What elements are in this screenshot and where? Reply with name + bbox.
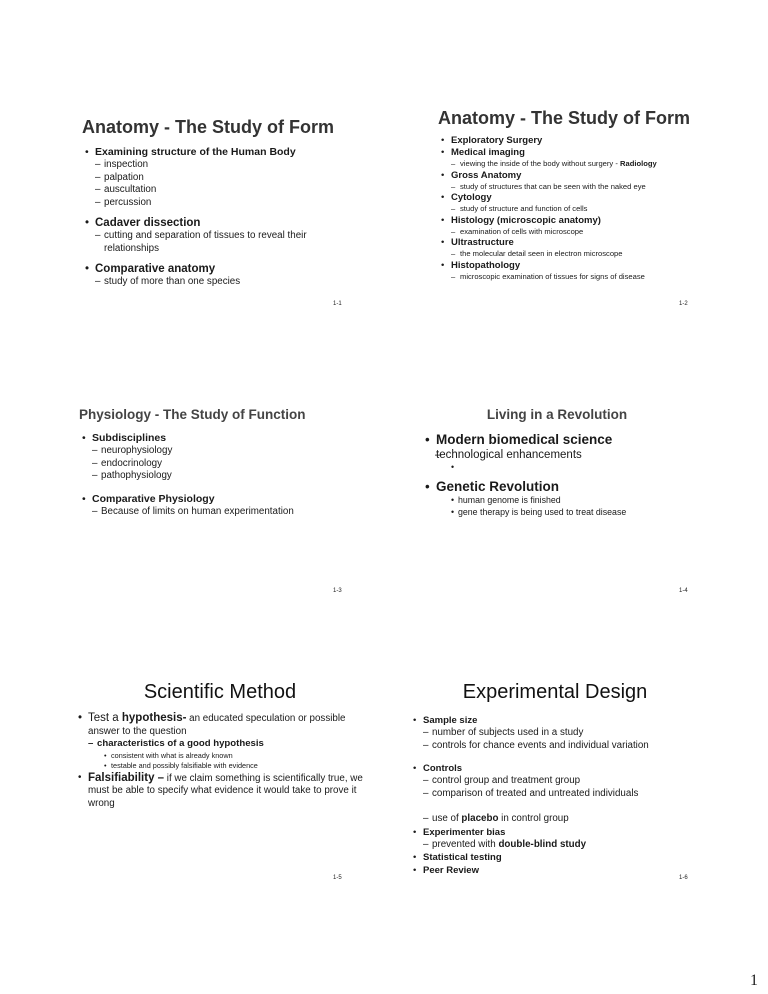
bullet-modern-biomedical-science: • Modern biomedical science (422, 432, 692, 448)
bullet-cytology: • Cytology (438, 192, 698, 204)
slide-page-number: 1-4 (679, 588, 688, 594)
bullet-falsifiability: • Falsifiability – if we claim something is scientifically true, we must be able to specify what evidence it would take to prove it wrong (75, 772, 368, 811)
slide-page-number: 1-2 (679, 301, 688, 307)
sub-bullet: – technological enhancements (422, 448, 692, 462)
slide-title: Anatomy - The Study of Form (438, 108, 690, 128)
slide-title: Living in a Revolution (486, 407, 628, 422)
sub-bullet: – percussion (82, 197, 382, 210)
slide-page-number: 1-5 (333, 875, 342, 881)
bullet-cadaver-dissection: • Cadaver dissection (82, 217, 382, 230)
slide-4 (422, 407, 692, 518)
slide-5 (75, 681, 365, 810)
sub-bullet: – auscultation (82, 184, 382, 197)
bullet-experimenter-bias: • Experimenter bias (410, 826, 710, 839)
sub-bullet: – study of more than one species (82, 276, 382, 289)
sub-bullet: – study of structure and function of cells (438, 204, 698, 215)
sub-bullet: – use of placebo in control group (410, 813, 710, 826)
sub-bullet: – endocrinology (79, 458, 379, 471)
sub-bullet: – number of subjects used in a study (410, 727, 710, 740)
sub-bullet: – pathophysiology (79, 470, 379, 483)
bullet-subdisciplines: • Subdisciplines (79, 432, 379, 445)
bullet-sample-size: • Sample size (410, 714, 710, 727)
slide-title: Experimental Design (462, 681, 648, 703)
slide-page-number: 1-3 (333, 588, 342, 594)
sub-bullet: – characteristics of a good hypothesis (75, 738, 365, 751)
slide-title: Scientific Method (143, 681, 297, 703)
slide-page-number: 1-1 (333, 301, 342, 307)
bullet-examining-structure: • Examining structure of the Human Body (82, 146, 382, 159)
slide-3 (79, 407, 379, 518)
sub-sub-bullet: • consistent with what is already known (75, 751, 365, 762)
bullet-test-hypothesis: • Test a hypothesis- an educated speculation or possible answer to the question (75, 712, 368, 738)
slide-2 (438, 108, 698, 282)
sub-bullet: – inspection (82, 159, 382, 172)
slide-title: Anatomy - The Study of Form (82, 117, 334, 137)
slide-6 (410, 681, 710, 877)
sub-bullet: – control group and treatment group (410, 775, 710, 788)
slide-1 (82, 117, 382, 289)
bullet-medical-imaging: • Medical imaging (438, 147, 698, 159)
page-number: 1 (750, 972, 758, 989)
bullet-ultrastructure: • Ultrastructure (438, 237, 698, 249)
sub-bullet: – microscopic examination of tissues for signs of disease (438, 272, 698, 283)
sub-bullet: – study of structures that can be seen with the naked eye (438, 182, 698, 193)
bullet-statistical-testing: • Statistical testing (410, 851, 710, 864)
bullet-controls: • Controls (410, 762, 710, 775)
bullet-histopathology: • Histopathology (438, 260, 698, 272)
bullet-comparative-physiology: • Comparative Physiology (79, 493, 379, 506)
empty-sub-bullet (422, 462, 692, 473)
sub-bullet: – examination of cells with microscope (438, 227, 698, 238)
sub-bullet: – cutting and separation of tissues to reveal their relationships (82, 230, 334, 255)
sub-bullet: – prevented with double-blind study (410, 839, 710, 852)
bullet-exploratory-surgery: • Exploratory Surgery (438, 135, 698, 147)
slide-page-number: 1-6 (679, 875, 688, 881)
sub-bullet: – controls for chance events and individual variation (410, 740, 710, 753)
bullet-comparative-anatomy: • Comparative anatomy (82, 263, 382, 276)
bullet-genetic-revolution: • Genetic Revolution (422, 479, 692, 495)
sub-bullet: – viewing the inside of the body without surgery - Radiology (438, 159, 698, 170)
sub-bullet: • gene therapy is being used to treat disease (422, 507, 692, 519)
sub-bullet: – neurophysiology (79, 445, 379, 458)
sub-bullet: – palpation (82, 172, 382, 185)
bullet-histology: • Histology (microscopic anatomy) (438, 215, 698, 227)
sub-bullet: • human genome is finished (422, 495, 692, 507)
sub-bullet: – Because of limits on human experimentation (79, 506, 379, 519)
slide-title: Physiology - The Study of Function (79, 407, 306, 422)
sub-bullet: – the molecular detail seen in electron microscope (438, 249, 698, 260)
bullet-gross-anatomy: • Gross Anatomy (438, 170, 698, 182)
sub-sub-bullet: • testable and possibly falsifiable with evidence (75, 761, 365, 772)
sub-bullet: – comparison of treated and untreated individuals (410, 788, 710, 801)
bullet-peer-review: • Peer Review (410, 864, 710, 877)
